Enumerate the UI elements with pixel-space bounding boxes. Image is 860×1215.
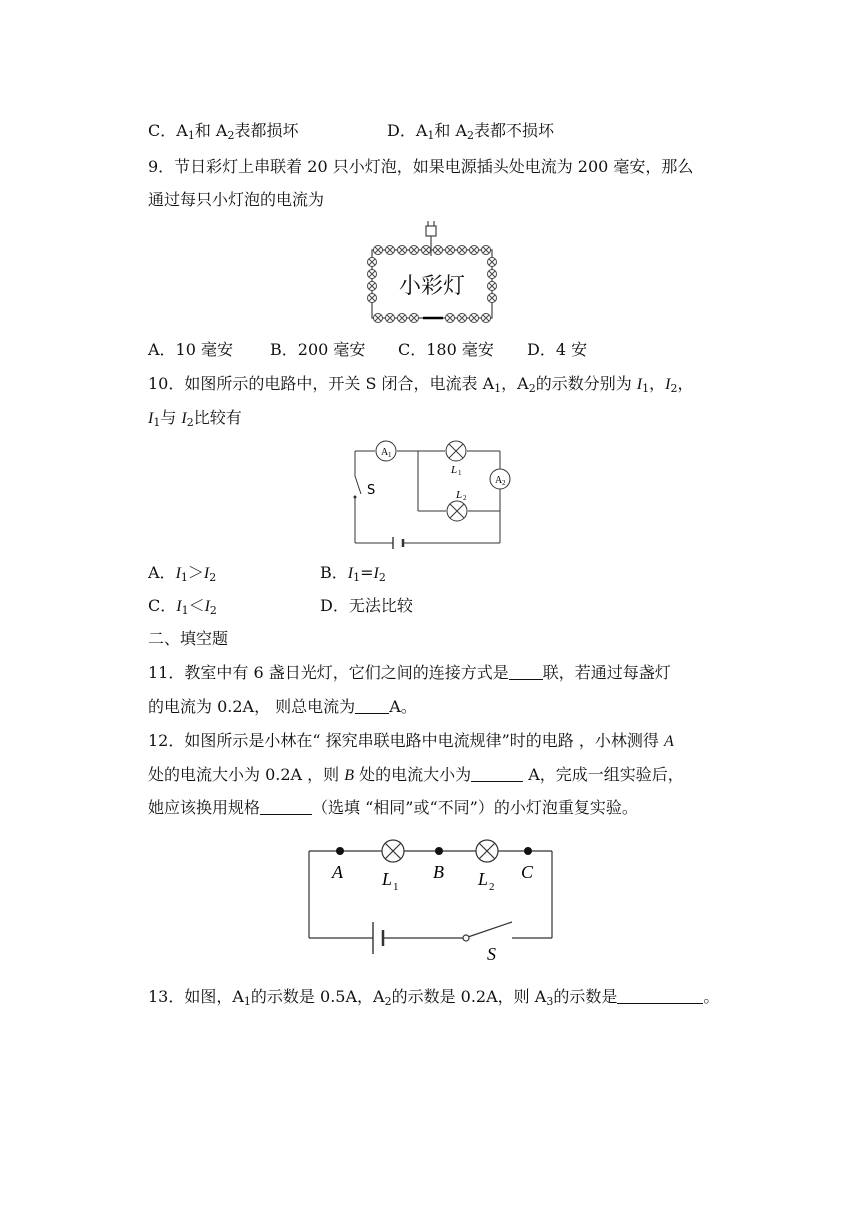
q8-option-c: C．$A_1$和 $A_2$表都损坏	[148, 121, 299, 142]
q10-circuit-diagram	[350, 438, 515, 550]
q10-lamp-l2-label: L	[456, 489, 463, 501]
q12-point-b-label: B	[433, 862, 444, 882]
q12-lamp-l1-label: L	[382, 869, 393, 889]
q9-string-lights-figure	[368, 220, 498, 330]
q10-stem-line1: 10．如图所示的电路中，开关 S 闭合，电流表 $A_1$，$A_2$的示数分别为 $I_1$，$I_2$，	[148, 374, 694, 395]
q9-option-a: A．10 毫安	[148, 340, 234, 359]
svg-text:2: 2	[489, 881, 495, 893]
q10-option-a: A．$I_1>I_2$	[148, 563, 217, 584]
q9-figure-label: 小彩灯	[398, 274, 466, 299]
svg-text:1: 1	[388, 451, 392, 459]
q12-series-circuit-diagram	[306, 840, 556, 965]
q12-stem-line1: 12．如图所示是小林在“ 探究串联电路中电流规律”时的电路 ，小林测得 A	[148, 731, 674, 750]
q12-point-c-label: C	[521, 862, 534, 882]
q12-switch-label: S	[487, 944, 496, 964]
q10-option-d: D．无法比较	[320, 596, 413, 615]
q13-blank[interactable]	[617, 989, 703, 1004]
section-heading: 二、填空题	[148, 629, 229, 648]
q9-option-b: B．200 毫安	[270, 340, 366, 359]
svg-text:2: 2	[502, 479, 506, 487]
q9-option-d: D．4 安	[527, 340, 588, 359]
q12-stem-line3: 她应该换用规格 （选填 “相同”或“不同”）的小灯泡重复实验。	[148, 798, 638, 817]
svg-text:2: 2	[463, 494, 467, 502]
q12-point-a-label: A	[332, 862, 343, 882]
q10-stem-line2: $I_1$与 $I_2$比较有	[148, 408, 242, 429]
q12-blank-2[interactable]	[260, 800, 312, 815]
q11-blank-2[interactable]	[355, 699, 389, 714]
q10-ammeter-a2-label: A	[495, 475, 503, 486]
q11-stem-line2: 的电流为 0.2A， 则总电流为 A。	[148, 697, 417, 716]
q12-blank-1[interactable]	[471, 767, 523, 782]
q9-option-c: C．180 毫安	[398, 340, 494, 359]
q11-blank-1[interactable]	[509, 665, 543, 680]
q11-stem-line1: 11．教室中有 6 盏日光灯，它们之间的连接方式是 联，若通过每盏灯	[148, 663, 671, 682]
q10-ammeter-a1-label: A	[381, 447, 389, 458]
q12-lamp-l2-label: L	[478, 869, 489, 889]
svg-text:1: 1	[458, 469, 462, 477]
svg-text:1: 1	[393, 881, 399, 893]
q10-switch-label: S	[367, 483, 376, 498]
q13-stem: 13．如图，$A_1$的示数是 0.5A，$A_2$的示数是 0.2A，则 $A_3$的示数是 。	[148, 987, 720, 1008]
q12-stem-line2: 处的电流大小为 0.2A ，则 B 处的电流大小为 A，完成一组实验后，	[148, 765, 684, 784]
q10-lamp-l1-label: L	[451, 464, 458, 476]
q9-stem-line2: 通过每只小灯泡的电流为	[148, 190, 325, 209]
q10-option-c: C．$I_1<I_2$	[148, 596, 217, 617]
q8-option-d: D．$A_1$和 $A_2$表都不损坏	[387, 121, 555, 142]
q10-option-b: B．$I_1=I_2$	[320, 563, 386, 584]
q9-stem-line1: 9．节日彩灯上串联着 20 只小灯泡，如果电源插头处电流为 200 毫安，那么	[148, 157, 694, 176]
